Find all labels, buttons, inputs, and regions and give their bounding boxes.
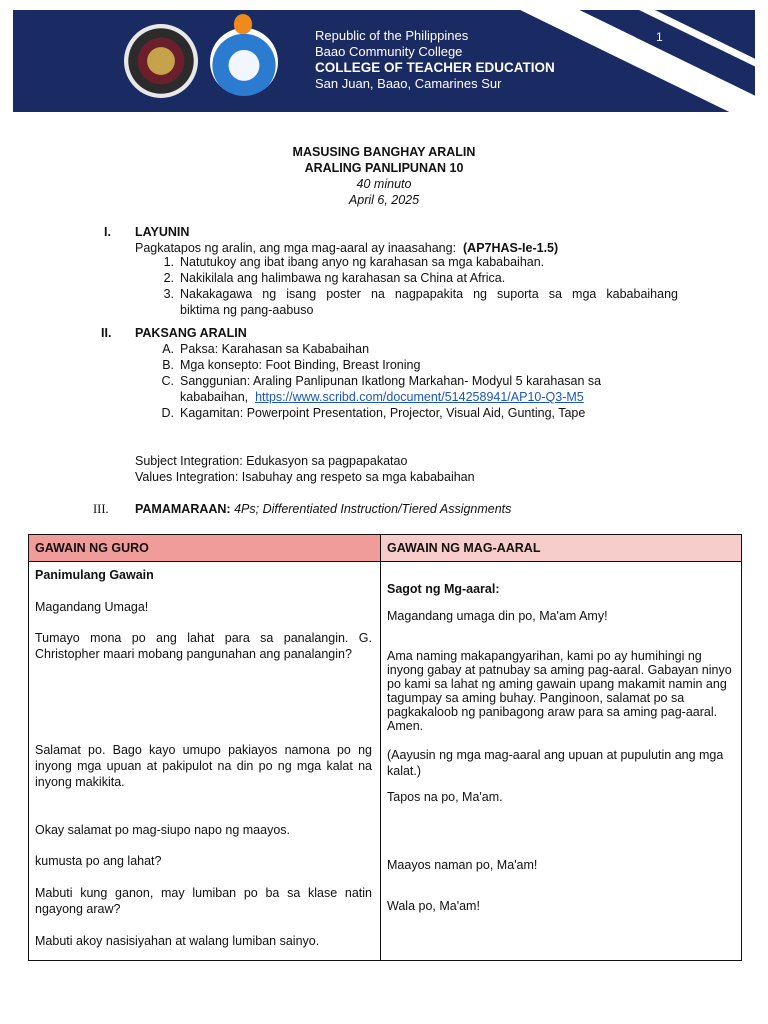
list-item-text: Paksa: Karahasan sa Kababaihan (180, 342, 370, 356)
section3-subtitle: 4Ps; Differentiated Instruction/Tiered Assignments (234, 502, 512, 516)
list-item-body (180, 373, 650, 405)
student-line: Tapos na po, Ma'am. (387, 790, 503, 804)
student-line: (Aayusin ng mga mag-aaral ang upuan at pupulutin ang mga kalat.) (387, 748, 724, 778)
student-line: Wala po, Ma'am! (387, 899, 480, 913)
teacher-line: kumusta po ang lahat? (35, 854, 162, 868)
list-item-number: 3. (163, 287, 174, 301)
teacher-line: Mabuti akoy nasisiyahan at walang lumiban sainyo. (35, 934, 320, 948)
student-heading: Sagot ng Mg-aaral: (387, 582, 500, 596)
section1-code: (AP7HAS-Ie-1.5) (463, 241, 559, 255)
list-item-number: 2. (163, 271, 174, 285)
student-line: Ama naming makapangyarihan, kami po ay humihingi ng inyong gabay at patnubay sa aming pag-aaral. Gabayan ninyo po kami sa lahat ng aming gawain upang makamit namin ang tagumpay sa aming buhay. Panginoon, salamat po sa pagkakaloob ng panibagong araw para sa aming pag-aaral. Amen. (387, 649, 732, 733)
teacher-line: Salamat po. Bago kayo umupo pakiayos namona po ng inyong mga upuan at pakipulot na din po ng mga kalat na inyong makikita. (35, 743, 372, 789)
student-cell (381, 562, 742, 961)
page-number: 1 (656, 30, 663, 44)
title-date: April 6, 2025 (348, 193, 420, 207)
list-item (150, 286, 678, 318)
header-text (315, 28, 555, 92)
student-column-header: GAWAIN NG MAG-AARAL (381, 535, 742, 562)
table-row (29, 562, 742, 961)
student-line: Magandang umaga din po, Ma'am Amy! (387, 609, 608, 623)
section2-numeral: II. (101, 326, 112, 340)
header-college: COLLEGE OF TEACHER EDUCATION (315, 60, 555, 75)
header-school: Baao Community College (315, 44, 463, 59)
list-item (150, 341, 650, 357)
list-item-text: Mga konsepto: Foot Binding, Breast Ironing (180, 358, 421, 372)
list-item-text: Nakikilala ang halimbawa ng karahasan sa China at Africa. (180, 271, 506, 285)
section1-list (150, 254, 678, 318)
section2-list (150, 341, 650, 421)
values-integration: Values Integration: Isabuhay ang respeto sa mga kababaihan (135, 470, 475, 484)
teacher-line: Magandang Umaga! (35, 600, 149, 614)
section3-title (135, 501, 511, 517)
table-header-row (29, 535, 742, 562)
section3-numeral: III. (93, 502, 109, 516)
torch-flame-icon (234, 14, 252, 34)
list-item (150, 270, 678, 286)
college-of-education-logo (210, 28, 278, 96)
title-line1: MASUSING BANGHAY ARALIN (292, 145, 476, 159)
list-item-text: Kagamitan: Powerpoint Presentation, Projector, Visual Aid, Gunting, Tape (180, 406, 586, 420)
reference-prefix: kababaihan, (180, 390, 249, 404)
list-item-letter: C. (161, 374, 174, 388)
teacher-heading: Panimulang Gawain (35, 568, 154, 582)
list-item-text-cont: biktima ng pang-aabuso (180, 303, 314, 317)
teacher-line: Okay salamat po mag-siupo napo ng maayos. (35, 823, 290, 837)
teacher-column-header: GAWAIN NG GURO (29, 535, 381, 562)
student-line: Maayos naman po, Ma'am! (387, 858, 538, 872)
list-item-letter: B. (162, 358, 174, 372)
title-duration: 40 minuto (356, 177, 412, 191)
header-address: San Juan, Baao, Camarines Sur (315, 76, 502, 91)
list-item-letter: A. (162, 342, 174, 356)
header-republic: Republic of the Philippines (315, 28, 469, 43)
list-item (150, 373, 650, 405)
list-item-text-cont (180, 389, 650, 405)
list-item (150, 405, 650, 421)
list-item-letter: D. (161, 406, 174, 420)
subject-integration: Subject Integration: Edukasyon sa pagpapakatao (135, 454, 408, 468)
list-item-text: Nakakagawa ng isang poster na nagpapakita ng suporta sa mga kababaihang (180, 287, 678, 301)
list-item-text: Sanggunian: Araling Panlipunan Ikatlong Markahan- Modyul 5 karahasan sa (180, 374, 602, 388)
section2-heading: PAKSANG ARALIN (135, 326, 247, 340)
teacher-line: Mabuti kung ganon, may lumiban po ba sa klase natin ngayong araw? (35, 886, 372, 916)
section1-heading: LAYUNIN (135, 225, 190, 239)
list-item (150, 254, 678, 270)
list-item-text: Natutukoy ang ibat ibang anyo ng karahasan sa mga kababaihan. (180, 255, 545, 269)
list-item (150, 357, 650, 373)
list-item-body (180, 286, 678, 318)
teacher-cell (29, 562, 381, 961)
document-title (0, 144, 768, 208)
section1-numeral: I. (104, 225, 111, 239)
reference-link[interactable]: https://www.scribd.com/document/514258941/AP10-Q3-M5 (255, 390, 584, 404)
activity-table (28, 534, 742, 961)
list-item-number: 1. (163, 255, 174, 269)
bcc-seal-logo (124, 24, 198, 98)
section1-intro-text: Pagkatapos ng aralin, ang mga mag-aaral ay inaasahang: (135, 241, 457, 255)
teacher-line: Tumayo mona po ang lahat para sa panalangin. G. Christopher maari mobang pangunahan ang panalangin? (35, 631, 372, 661)
section3-heading: PAMAMARAAN: (135, 502, 231, 516)
title-line2: ARALING PANLIPUNAN 10 (304, 161, 464, 175)
